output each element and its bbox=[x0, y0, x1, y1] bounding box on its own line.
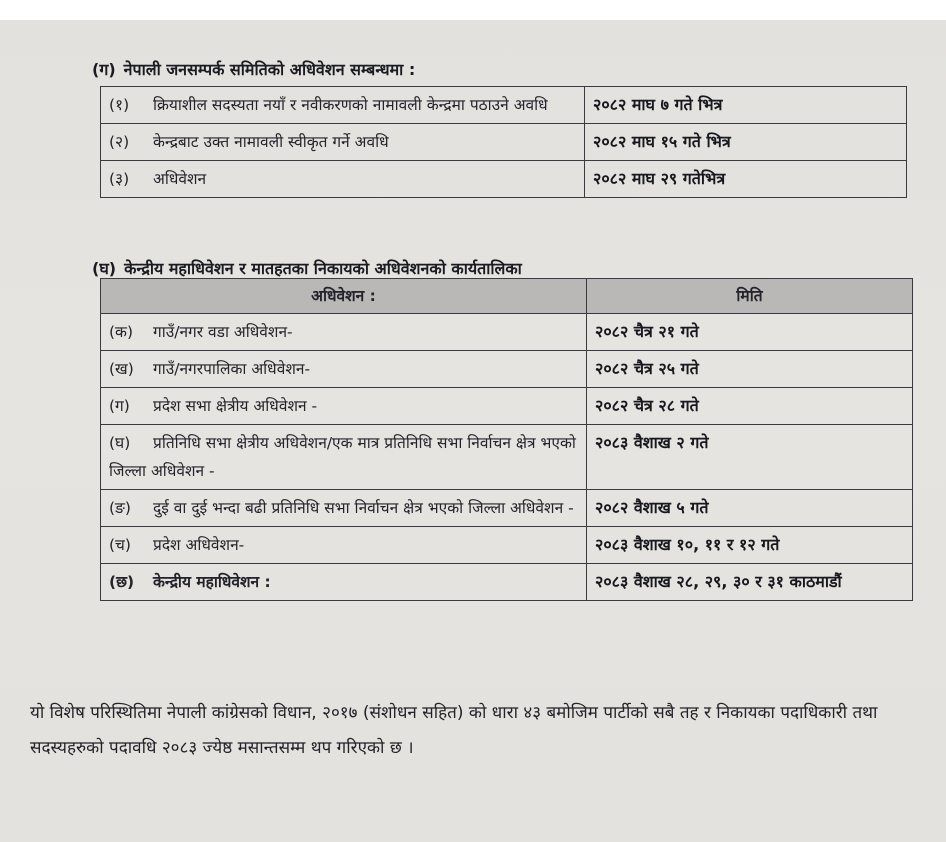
table-row bbox=[101, 161, 907, 198]
table-row bbox=[101, 388, 913, 425]
row-text: क्रियाशील सदस्यता नयाँ र नवीकरणको नामावली केन्द्रमा पठाउने अवधि bbox=[153, 96, 548, 114]
row-description bbox=[101, 527, 587, 564]
section-gha-heading bbox=[92, 257, 522, 279]
row-text: दुई वा दुई भन्दा बढी प्रतिनिधि सभा निर्वाचन क्षेत्र भएको जिल्ला अधिवेशन - bbox=[153, 499, 574, 517]
row-description bbox=[101, 161, 585, 198]
row-number: (च) bbox=[109, 536, 131, 554]
table-row bbox=[101, 351, 913, 388]
row-date: २०८२ वैशाख ५ गते bbox=[587, 490, 913, 527]
closing-paragraph: यो विशेष परिस्थितिमा नेपाली कांग्रेसको विधान, २०१७ (संशोधन सहित) को धारा ४३ बमोजिम पार्टीको सबै तह र निकायका पदाधिकारी तथा सदस्यहरुको पदावधि २०८३ ज्येष्ठ मसान्तसम्म थप गरिएको छ । bbox=[30, 703, 878, 758]
row-text: केन्द्रबाट उक्त नामावली स्वीकृत गर्ने अवधि bbox=[153, 133, 389, 151]
row-number: (ग) bbox=[109, 397, 130, 415]
row-number: (घ) bbox=[109, 434, 131, 452]
table-row bbox=[101, 490, 913, 527]
row-description bbox=[101, 87, 585, 124]
row-description bbox=[101, 388, 587, 425]
row-text: प्रदेश अधिवेशन- bbox=[153, 536, 245, 554]
row-description bbox=[101, 351, 587, 388]
table-row bbox=[101, 527, 913, 564]
row-number: (ङ) bbox=[109, 499, 131, 517]
row-number: (छ) bbox=[109, 573, 135, 591]
row-number: (३) bbox=[109, 170, 130, 188]
section-ga-title: नेपाली जनसम्पर्क समितिको अधिवेशन सम्बन्धमा : bbox=[123, 60, 416, 79]
table-row bbox=[101, 87, 907, 124]
table-row bbox=[101, 124, 907, 161]
table-row bbox=[101, 425, 913, 490]
row-description bbox=[101, 124, 585, 161]
table-header-row bbox=[101, 279, 913, 314]
row-date: २०८३ वैशाख २८, २९, ३० र ३१ काठमाडौं bbox=[587, 564, 913, 601]
row-description bbox=[101, 314, 587, 351]
row-number: (२) bbox=[109, 133, 130, 151]
top-margin-band bbox=[0, 0, 946, 20]
row-description bbox=[101, 490, 587, 527]
row-number: (१) bbox=[109, 96, 130, 114]
section-gha-title: केन्द्रीय महाधिवेशन र मातहतका निकायको अधिवेशनको कार्यतालिका bbox=[124, 259, 522, 278]
row-date: २०८२ चैत्र २१ गते bbox=[587, 314, 913, 351]
header-event: अधिवेशन : bbox=[101, 279, 587, 314]
row-number: (ख) bbox=[109, 360, 134, 378]
row-text: अधिवेशन bbox=[153, 170, 207, 188]
row-date: २०८२ चैत्र २५ गते bbox=[587, 351, 913, 388]
section-ga-heading bbox=[92, 58, 415, 80]
membership-schedule-table bbox=[100, 86, 907, 198]
header-date: मिति bbox=[587, 279, 913, 314]
row-description bbox=[101, 564, 587, 601]
section-ga-label: (ग) bbox=[92, 60, 116, 79]
row-number: (क) bbox=[109, 323, 133, 341]
table-row bbox=[101, 314, 913, 351]
row-date: २०८३ वैशाख २ गते bbox=[587, 425, 913, 490]
row-date: २०८२ माघ ७ गते भित्र bbox=[585, 87, 907, 124]
row-text: प्रतिनिधि सभा क्षेत्रीय अधिवेशन/एक मात्र प्रतिनिधि सभा निर्वाचन क्षेत्र भएको जिल्ला अधिवेशन - bbox=[109, 434, 576, 480]
row-text: गाउँ/नगरपालिका अधिवेशन- bbox=[153, 360, 311, 378]
convention-schedule-table bbox=[100, 278, 913, 601]
row-date: २०८२ चैत्र २८ गते bbox=[587, 388, 913, 425]
row-text: गाउँ/नगर वडा अधिवेशन- bbox=[153, 323, 293, 341]
table-row bbox=[101, 564, 913, 601]
row-text: केन्द्रीय महाधिवेशन : bbox=[153, 573, 271, 591]
row-date: २०८३ वैशाख १०, ११ र १२ गते bbox=[587, 527, 913, 564]
row-text: प्रदेश सभा क्षेत्रीय अधिवेशन - bbox=[153, 397, 318, 415]
row-date: २०८२ माघ १५ गते भित्र bbox=[585, 124, 907, 161]
row-date: २०८२ माघ २९ गतेभित्र bbox=[585, 161, 907, 198]
section-gha-label: (घ) bbox=[92, 259, 117, 278]
row-description bbox=[101, 425, 587, 490]
